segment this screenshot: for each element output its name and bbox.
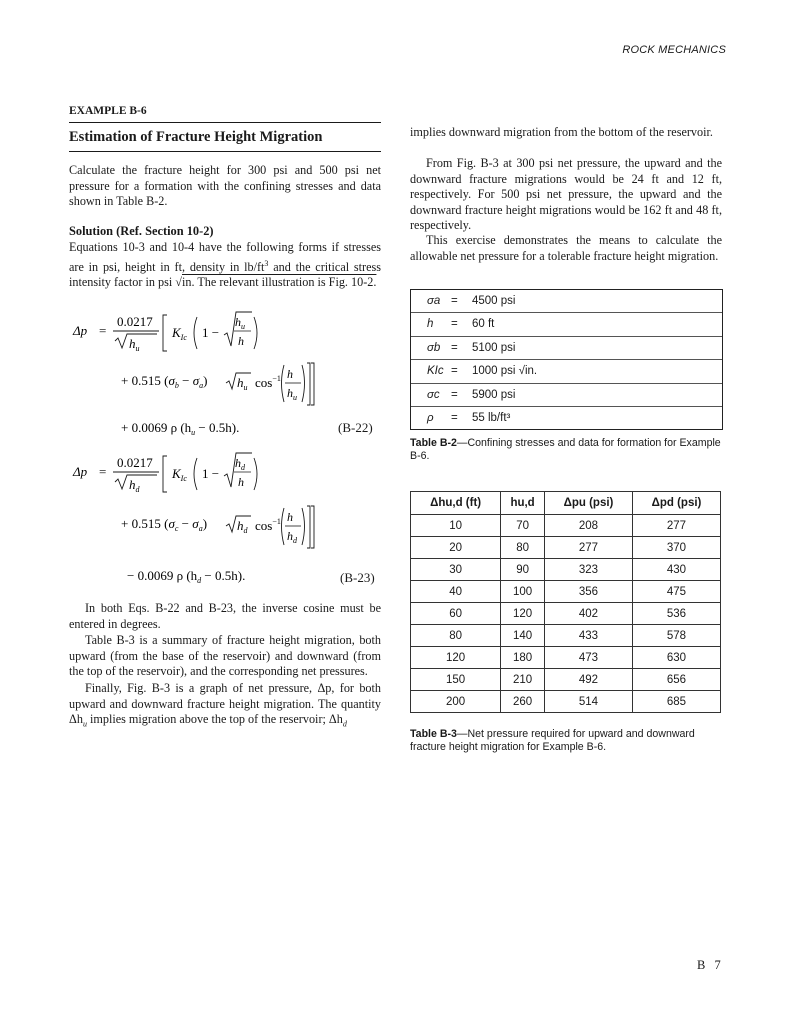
table-b3-header: hu,d: [501, 492, 545, 515]
svg-text:hd: $h_d$: [287, 529, 297, 545]
table-cell: 120: [501, 603, 545, 625]
example-rule-bottom: [69, 151, 381, 152]
table-b3-header: Δhu,d (ft): [411, 492, 501, 515]
table-cell: 356: [544, 581, 632, 603]
table-b2-row: [411, 407, 722, 429]
table-cell: 492: [544, 669, 632, 691]
table-cell: 277: [632, 515, 720, 537]
svg-text:hu: $h_u$: [237, 375, 248, 392]
intro-cube: 3: [264, 258, 269, 268]
svg-text:+ 0.515 (σc − σa): + 0.515 $(\sigma_c - \sigma_a)$: [121, 516, 208, 533]
table-cell: 140: [501, 625, 545, 647]
svg-text:h: h: [287, 367, 293, 381]
table-b2-value: 4500 psi: [472, 295, 516, 307]
table-cell: 475: [632, 581, 720, 603]
table-row: [411, 669, 721, 691]
table-b2-row: [411, 384, 722, 407]
svg-text:KIc: $K_{Ic}$: [172, 466, 187, 483]
problem-statement: Calculate the fracture height for 300 psi and 500 psi net pressure for a formation with the confining stresses and data shown in Table B-2.: [69, 163, 381, 209]
intro-part-b: and the critical stress intensity factor in psi: [69, 259, 381, 290]
table-b2-row: [411, 290, 722, 313]
table-b2-symbol: σb: [427, 341, 441, 354]
table-cell: 30: [411, 559, 501, 581]
solution-intro: [69, 240, 381, 291]
table-cell: 150: [411, 669, 501, 691]
svg-text:h: h: [238, 475, 244, 489]
svg-text:hu: $h_u$: [235, 315, 245, 331]
table-b2-equals: =: [451, 318, 458, 331]
table-b2-value: 60 ft: [472, 318, 495, 331]
table-cell: 370: [632, 537, 720, 559]
eq22-hu-den: $h_u$: [129, 336, 140, 353]
table-b2-equals: =: [451, 295, 458, 307]
table-row: [411, 537, 721, 559]
table-b2-equals: =: [451, 411, 458, 424]
table-row: [411, 559, 721, 581]
table-cell: 433: [544, 625, 632, 647]
table-b2: [410, 289, 723, 430]
eq22-equals: =: [99, 323, 107, 338]
intro-part-c: in. The relevant illustration is Fig. 10-2.: [182, 275, 377, 290]
table-b2-value: 5100 psi: [472, 341, 516, 354]
table-cell: 60: [411, 603, 501, 625]
eq22-k: $K_{Ic}$: [172, 325, 187, 342]
left-paragraph-3: Finally, Fig. B-3 is a graph of net pressure, Δp, for both upward and downward fracture height migration. The quantity $\Delta h_u$ implies migration above the top of the reservoir; $\Delta h_d$: [69, 681, 381, 729]
table-cell: 40: [411, 581, 501, 603]
table-cell: 20: [411, 537, 501, 559]
running-head: ROCK MECHANICS: [622, 44, 726, 56]
table-cell: 10: [411, 515, 501, 537]
page-number: B 7: [697, 958, 724, 972]
table-b2-equals: =: [451, 388, 458, 401]
table-cell: 430: [632, 559, 720, 581]
eq-number-b22: (B-22): [338, 420, 373, 435]
table-cell: 514: [544, 691, 632, 713]
right-paragraph-3: This exercise demonstrates the means to calculate the allowable net pressure for a tolerable fracture height migration.: [410, 233, 722, 263]
table-row: [411, 691, 721, 713]
table-b2-equals: =: [451, 341, 458, 354]
example-rule-top: [69, 122, 381, 123]
table-cell: 536: [632, 603, 720, 625]
svg-text:cos−1: $\cos^{-1}$: [255, 374, 281, 390]
table-cell: 473: [544, 647, 632, 669]
table-row: [411, 603, 721, 625]
eq22-one: 1 −: [202, 325, 220, 340]
eq22-coef1: 0.0217: [117, 314, 153, 329]
table-cell: 578: [632, 625, 720, 647]
table-cell: 208: [544, 515, 632, 537]
svg-text:hd: $h_d$: [235, 456, 245, 472]
svg-text:hd: $h_d$: [129, 477, 140, 494]
table-b2-symbol: ρ: [427, 411, 434, 424]
intro-part-a: Equations 10-3 and 10-4 have the following forms if stresses are in psi, height in ft, density in lb/ft: [69, 240, 381, 274]
table-b2-value: 55 lb/ft³: [472, 411, 511, 424]
table-row: [411, 581, 721, 603]
table-cell: 90: [501, 559, 545, 581]
table-row: [411, 515, 721, 537]
table-row: [411, 647, 721, 669]
table-cell: 323: [544, 559, 632, 581]
example-title: Estimation of Fracture Height Migration: [69, 129, 323, 145]
table-cell: 402: [544, 603, 632, 625]
table-b3-header: Δpu (psi): [544, 492, 632, 515]
table-b2-row: [411, 360, 722, 383]
svg-text:hu: $h_u$: [287, 386, 297, 402]
table-cell: 630: [632, 647, 720, 669]
table-b3-caption: Table B-3—Net pressure required for upward and downward fracture height migration for Example B-6.: [410, 728, 695, 753]
table-cell: 120: [411, 647, 501, 669]
right-paragraph-2: From Fig. B-3 at 300 psi net pressure, the upward and the downward fracture migrations would be 24 ft and 12 ft, respectively. For 500 psi net pressure, the upward and the downward fracture height migrations would be 162 ft and 48 ft, respectively.: [410, 156, 722, 233]
table-b2-row: [411, 313, 722, 336]
table-b2-value: 1000 psi √in.: [472, 365, 538, 378]
table-b2-symbol: σc: [427, 388, 440, 401]
table-b2-value: 5900 psi: [472, 388, 516, 401]
table-cell: 80: [411, 625, 501, 647]
svg-text:hd: $h_d$: [237, 518, 248, 535]
right-paragraph-1: implies downward migration from the bottom of the reservoir.: [410, 125, 713, 139]
eq23-dp: Δp: [73, 464, 88, 479]
table-cell: 100: [501, 581, 545, 603]
eq22-dp: Δp: [73, 323, 88, 338]
table-row: [411, 625, 721, 647]
svg-text:h: h: [287, 510, 293, 524]
table-cell: 260: [501, 691, 545, 713]
equation-b23: [69, 446, 389, 586]
table-cell: 80: [501, 537, 545, 559]
svg-text:h: h: [238, 334, 244, 348]
sqrt-icon: √: [175, 275, 182, 290]
table-b3-header: Δpd (psi): [632, 492, 720, 515]
eq23-coef1: 0.0217: [117, 455, 153, 470]
eq22-line3: + 0.0069 ρ $(h_u - 0.5h)$.: [121, 420, 240, 437]
table-cell: 685: [632, 691, 720, 713]
table-b2-caption: Table B-2—Confining stresses and data for formation for Example B-6.: [410, 437, 721, 462]
table-b2-symbol: h: [427, 318, 434, 331]
table-cell: 210: [501, 669, 545, 691]
table-cell: 656: [632, 669, 720, 691]
table-cell: 70: [501, 515, 545, 537]
eq23-line3: − 0.0069 ρ $(h_d - 0.5h)$.: [127, 568, 246, 585]
solution-heading: Solution (Ref. Section 10-2): [69, 224, 214, 238]
table-cell: 180: [501, 647, 545, 669]
table-b3: [410, 491, 721, 713]
table-b2-row: [411, 337, 722, 360]
left-paragraph-1: In both Eqs. B-22 and B-23, the inverse cosine must be entered in degrees.: [69, 601, 381, 631]
left-paragraph-2: Table B-3 is a summary of fracture height migration, both upward (from the base of the reservoir) and downward (from the top of the reservoir), and the corresponding net pressures.: [69, 633, 381, 679]
table-b2-symbol: σa: [427, 295, 441, 307]
example-label: EXAMPLE B-6: [69, 105, 147, 117]
svg-text:1 −: 1 −: [202, 466, 220, 481]
svg-text:=: =: [99, 464, 107, 479]
table-cell: 277: [544, 537, 632, 559]
svg-text:cos−1: $\cos^{-1}$: [255, 517, 281, 533]
table-b2-symbol: KIc: [427, 365, 444, 378]
table-b2-equals: =: [451, 365, 458, 378]
table-cell: 200: [411, 691, 501, 713]
eq-number-b23: (B-23): [340, 570, 375, 585]
svg-text:+ 0.515 (σb − σa): + 0.515 $(\sigma_b - \sigma_a)$: [121, 373, 208, 390]
